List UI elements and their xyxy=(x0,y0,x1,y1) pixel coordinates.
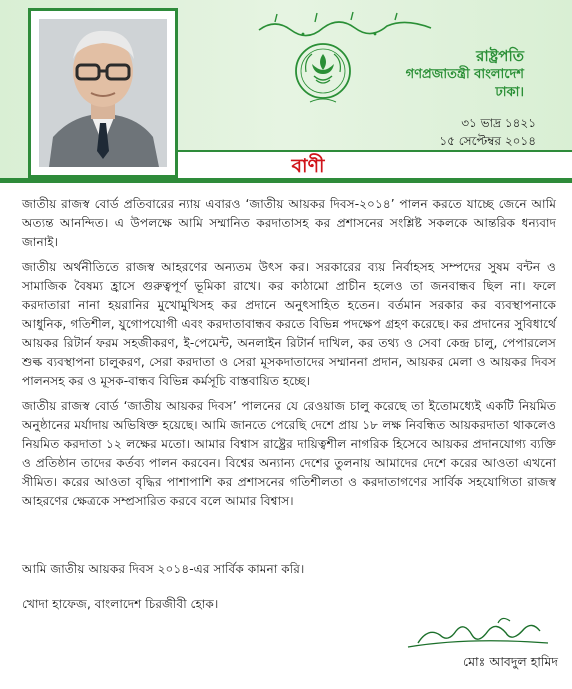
paragraph: জাতীয় রাজস্ব বোর্ড ‘জাতীয় আয়কর দিবস’ পালনের যে রেওয়াজ চালু করেছে তা ইতোমধ্যেই একটি নিয়মিত অনুষ্ঠানের মর্যাদায় অভিষিক্ত হয়েছে। আমি জানতে পেরেছি দেশে প্রায় ১৮ লক্ষ নিবন্ধিত আয়করদাতা থাকলেও নিয়মিত করদাতা ১২ লক্ষের মতো। আমার বিশ্বাস রাষ্ট্রের দায়িত্বশীল নাগরিক হিসেবে আয়কর প্রদানযোগ্য ব্যক্তি ও প্রতিষ্ঠান তাদের কর্তব্য পালন করবেন। বিশ্বের অন্যান্য দেশের তুলনায় আমাদের দেশে করের আওতা এখনো সীমিত। করের আওতা বৃদ্ধির পাশাপাশি কর প্রশাসনের গতিশীলতা ও করদাতাগণের সার্বিক সহযোগিতা রাজস্ব আহরণের ক্ষেত্রকে সম্প্রসারিত করবে বলে আমার বিশ্বাস। xyxy=(22,399,556,508)
message-heading: বাণী xyxy=(291,155,325,177)
header-rule xyxy=(0,178,572,183)
signature xyxy=(378,613,558,653)
signatory-name: মোঃ আবদুল হামিদ xyxy=(463,654,558,669)
bismillah-calligraphy xyxy=(255,10,435,38)
wish-line: আমি জাতীয় আয়কর দিবস ২০১৪-এর সার্বিক কামনা করি। xyxy=(22,562,305,576)
office-block xyxy=(406,46,524,102)
portrait-frame xyxy=(28,8,178,178)
office-subtitle: গণপ্রজাতন্ত্রী বাংলাদেশ xyxy=(405,67,524,82)
message-body xyxy=(22,195,556,517)
office-title: রাষ্ট্রপতি xyxy=(476,47,524,65)
date-block xyxy=(439,114,536,150)
office-city: ঢাকা। xyxy=(495,85,524,100)
president-portrait xyxy=(39,19,167,167)
paragraph: জাতীয় রাজস্ব বোর্ড প্রতিবারের ন্যায় এবারও ‘জাতীয় আয়কর দিবস-২০১৪’ পালন করতে যাচ্ছে জেনে আমি অত্যন্ত আনন্দিত। এ উপলক্ষে আমি সম্মানিত করদাতাসহ কর প্রশাসনের সংশ্লিষ্ট সকলকে আন্তরিক ধন্যবাদ জানাই। xyxy=(22,197,556,249)
date-bangla: ৩১ ভাদ্র ১৪২১ xyxy=(461,116,536,130)
paragraph: জাতীয় অর্থনীতিতে রাজস্ব আহরণের অন্যতম উৎস কর। সরকারের ব্যয় নির্বাহসহ সম্পদের সুষম বন্টন ও সামাজিক বৈষম্য হ্রাসে গুরুত্বপূর্ণ ভূমিকা রাখে। কর কাঠামো প্রাচীন হলেও তা জনবান্ধব ছিল না। ফলে করদাতারা নানা হয়রানির মুখোমুখিসহ কর প্রদানে অনুৎসাহিত হতেন। বর্তমান সরকার কর ব্যবস্থাপনাকে আধুনিক, গতিশীল, যুগোপযোগী এবং করদাতাবান্ধব করতে বিভিন্ন পদক্ষেপ গ্রহণ করেছে। কর প্রদানের সুবিধার্থে আয়কর রিটার্ন ফরম সহজীকরণ, ই-পেমেন্ট, অনলাইন রিটার্ন দাখিল, কর তথ্য ও সেবা কেন্দ্র চালু, পেপারলেস শুল্ক ব্যবস্থাপনা চালুকরণ, সেরা করদাতা ও সেরা মূসকদাতাদের সম্মাননা প্রদান, আয়কর মেলা ও আয়কর দিবস পালনসহ কর ও মূসক-বান্ধব বিভিন্ন কর্মসূচি বাস্তবায়িত হচ্ছে। xyxy=(22,260,556,388)
farewell-line: খোদা হাফেজ, বাংলাদেশ চিরজীবী হোক। xyxy=(22,597,219,611)
message-heading-bar xyxy=(178,150,572,180)
presidential-emblem xyxy=(292,42,354,108)
header-banner xyxy=(0,0,572,178)
date-gregorian: ১৫ সেপ্টেম্বর ২০১৪ xyxy=(439,134,536,148)
